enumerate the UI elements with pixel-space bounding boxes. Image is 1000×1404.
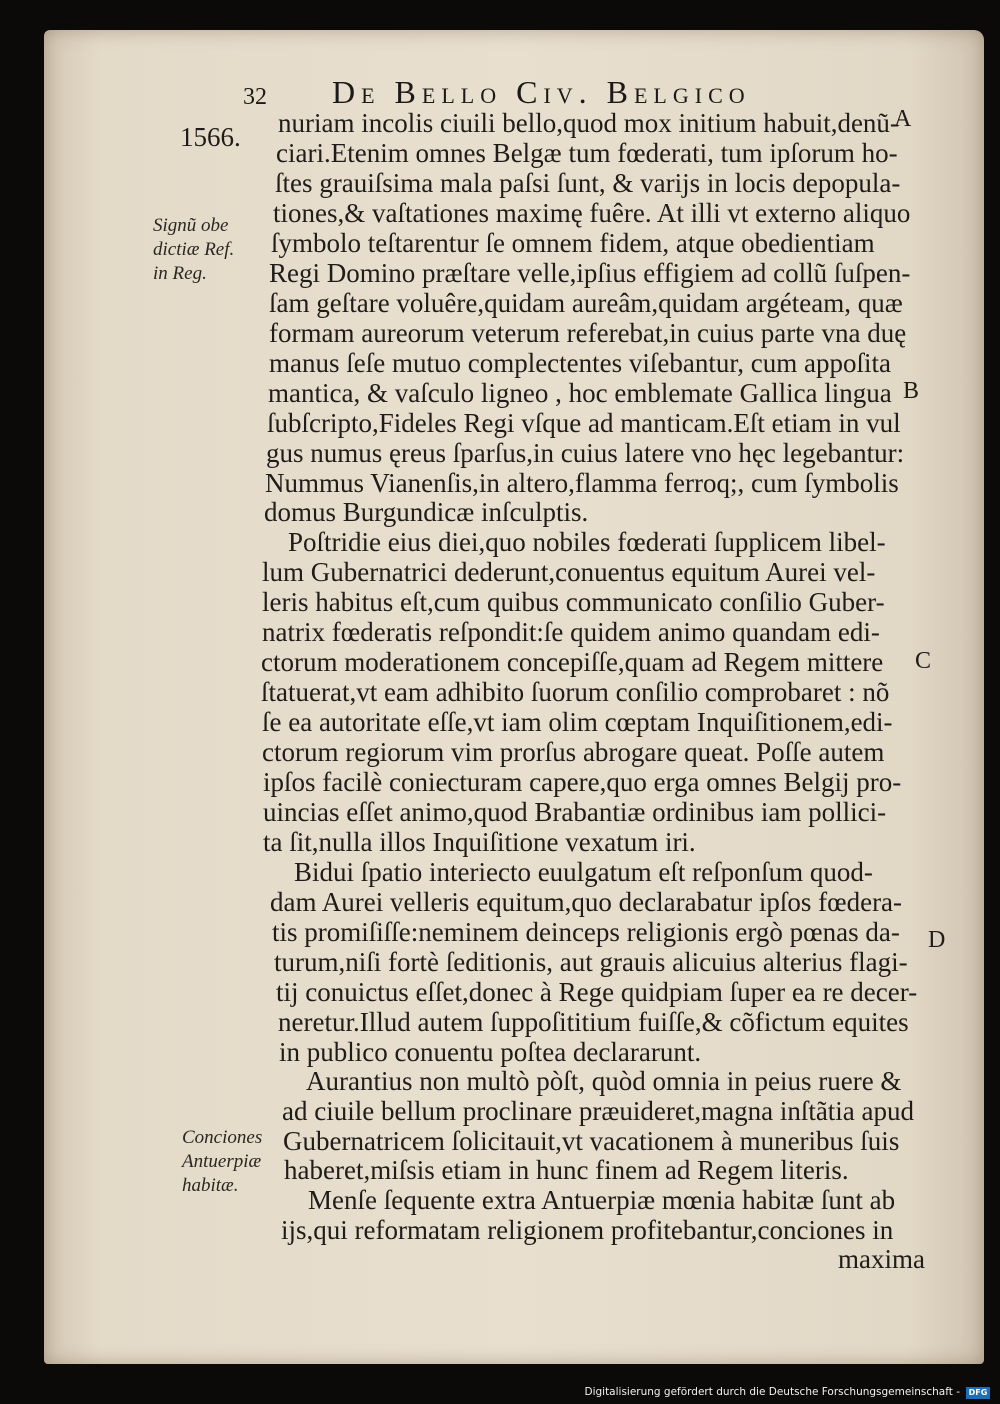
margin-note-line: Conciones [182,1127,263,1148]
text-line: Menſe ſequente extra Antuerpiæ mœnia habitæ ſunt ab [308,1185,896,1215]
text-line: tij conuictus eſſet,donec à Rege quidpiam ſuper ea re decer- [276,977,918,1007]
text-line: tiones,& vaſtationes maximę fuêre. At illi vt externo aliquo [273,198,911,228]
margin-note-conciones [182,1126,262,1198]
section-letter-c: C [915,648,932,674]
text-line: neretur.Illud autem ſuppoſititium fuiſſe,& cõfictum equites [278,1007,909,1037]
text-line: lum Gubernatrici dederunt,conuentus equitum Aurei vel- [262,557,876,587]
text-line: in publico conuentu poſtea declararunt. [279,1037,702,1067]
text-line: Bidui ſpatio interiecto euulgatum eſt reſponſum quod- [294,857,873,887]
section-letter-d: D [928,927,946,953]
text-line: Aurantius non multò pòſt, quòd omnia in peius ruere & [306,1066,902,1096]
text-line: ctorum regiorum vim prorſus abrogare queat. Poſſe autem [262,737,885,767]
text-line: haberet,miſsis etiam in hunc finem ad Regem literis. [284,1155,849,1185]
text-line: ſam geſtare voluêre,quidam aureâm,quidam argéteam, quæ [269,288,903,318]
digitization-credit: Digitalisierung gefördert durch die Deutsche Forschungsgemeinschaft - [584,1386,960,1398]
text-line: ſubſcripto,Fideles Regi vſque ad manticam.Eſt etiam in vul [267,408,901,438]
text-line: nuriam incolis ciuili bello,quod mox initium habuit,denũ- [278,108,899,138]
section-letter-b: B [903,378,920,404]
section-letter-a: A [894,106,912,132]
year-marginal: 1566. [180,122,241,152]
text-line: ijs,qui reformatam religionem profitebantur,conciones in [281,1215,894,1245]
text-line: formam aureorum veterum referebat,in cuius parte vna duę [269,318,907,348]
margin-note-line: in Reg. [153,263,207,284]
text-line: ſtes grauiſsima mala paſsi ſunt, & varijs in locis depopula- [275,168,901,198]
text-line: ciari.Etenim omnes Belgæ tum fœderati, tum ipſorum ho- [276,138,898,168]
text-line: ſe ea autoritate eſſe,vt iam olim cœptam Inquiſitionem,edi- [262,707,893,737]
text-line: turum,niſi fortè ſeditionis, aut grauis alicuius alterius flagi- [274,947,908,977]
text-line: ta ſit,nulla illos Inquiſitione vexatum iri. [263,827,696,857]
margin-note-line: Antuerpiæ [182,1151,262,1172]
text-line: leris habitus eſt,cum quibus communicato conſilio Guber- [262,587,885,617]
text-line: natrix fœderatis reſpondit:ſe quidem animo quandam edi- [262,617,880,647]
text-line: Nummus Vianenſis,in altero,flamma ferroq;, cum ſymbolis [265,468,899,498]
text-line: ipſos facilè coniecturam capere,quo erga omnes Belgij pro- [263,767,902,797]
text-line: domus Burgundicæ inſculptis. [264,497,589,527]
text-line: ad ciuile bellum proclinare præuideret,magna inſtãtia apud [282,1096,915,1126]
text-line: Poſtridie eius diei,quo nobiles fœderati ſupplicem libel- [288,527,886,557]
text-line: ſtatuerat,vt eam adhibito ſuorum conſilio comprobaret : nõ [261,677,890,707]
margin-note-line: Signũ obe [153,215,229,236]
text-line: dam Aurei velleris equitum,quo declarabatur ipſos fœdera- [270,887,903,917]
catchword: maxima [838,1244,925,1274]
page-number: 32 [243,84,267,110]
text-line: tis promiſiſſe:neminem deinceps religionis ergò pœnas da- [272,917,900,947]
dfg-logo: DFG [966,1387,990,1399]
margin-note-line: dictiæ Ref. [153,239,235,260]
text-line: ctorum moderationem concepiſſe,quam ad Regem mittere [261,647,884,677]
running-title: De Bello Civ. Belgico [332,74,751,110]
margin-note-signum [153,214,234,286]
text-line: gus numus ęreus ſparſus,in cuius latere vno hęc legebantur: [266,438,905,468]
text-line: Gubernatricem ſolicitauit,vt vacationem à muneribus ſuis [283,1126,900,1156]
text-line: uincias eſſet animo,quod Brabantiæ ordinibus iam pollici- [263,797,887,827]
text-line: manus ſeſe mutuo complectentes viſebantur, cum appoſita [269,348,891,378]
text-line: mantica, & vaſculo ligneo , hoc emblemate Gallica lingua [268,378,892,408]
margin-note-line: habitæ. [182,1175,239,1196]
text-line: Regi Domino præſtare velle,ipſius effigiem ad collũ ſuſpen- [269,258,911,288]
text-line: ſymbolo teſtarentur ſe omnem fidem, atque obedientiam [271,228,875,258]
